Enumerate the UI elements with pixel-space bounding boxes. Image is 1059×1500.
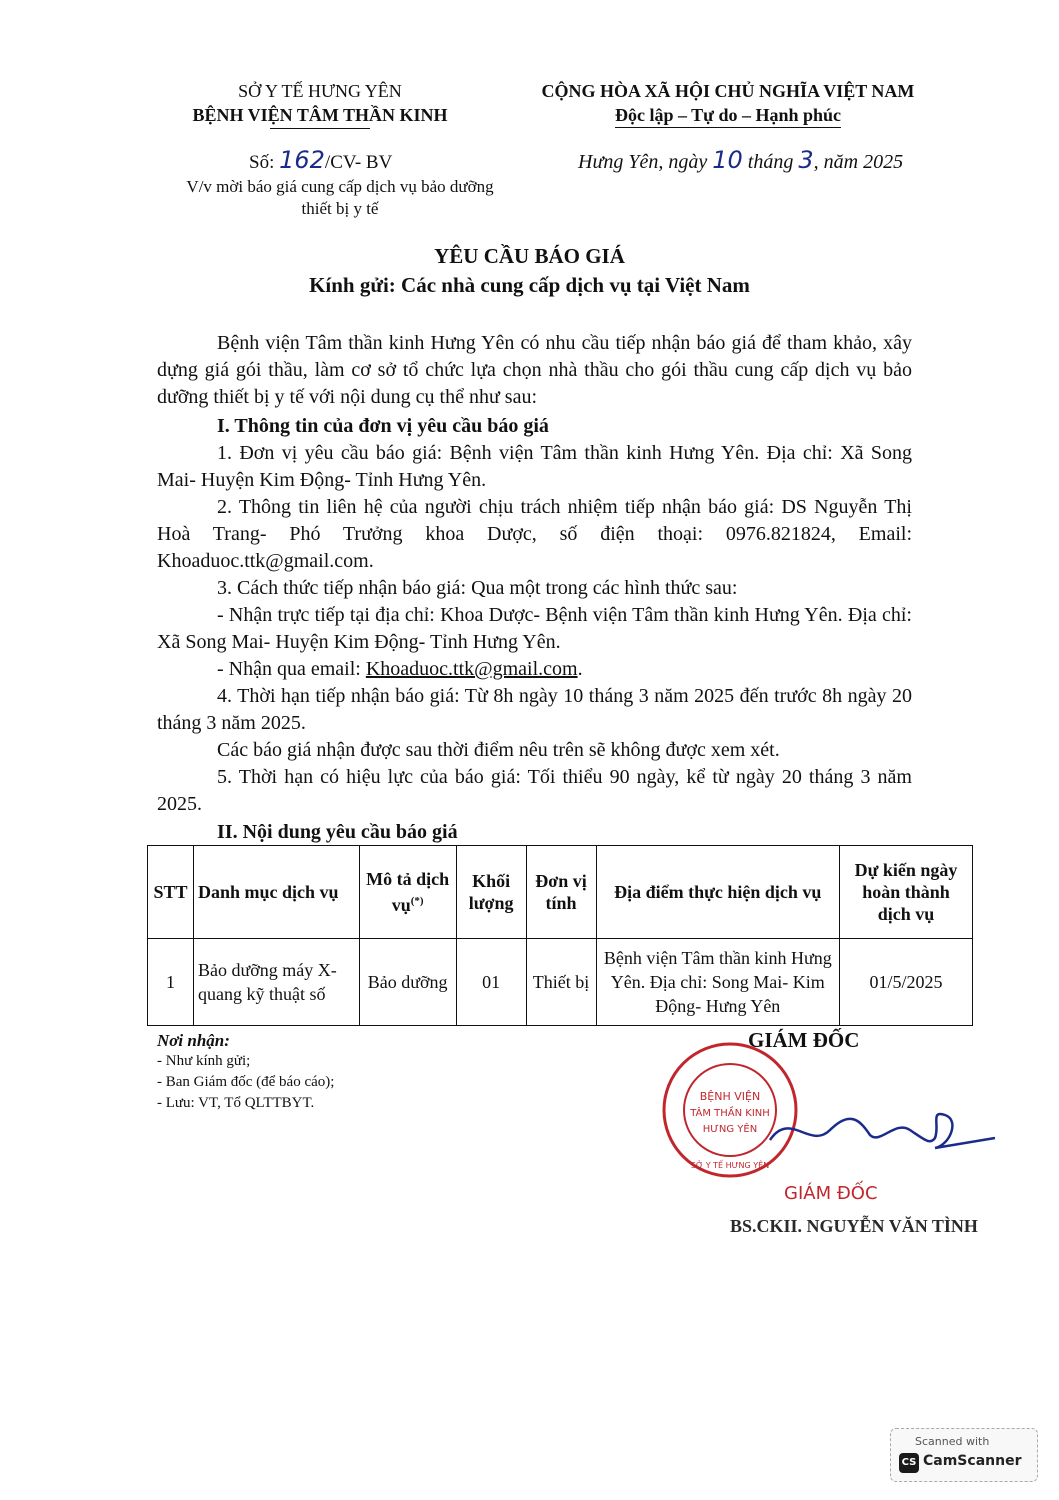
recipient-item: - Như kính gửi; [157,1053,251,1069]
cell-qty: 01 [456,939,526,1026]
section2-heading: II. Nội dung yêu cầu báo giá [217,821,458,843]
recipients-title: Nơi nhận: [157,1031,230,1050]
addressee: Kính gửi: Các nhà cung cấp dịch vụ tại Việt Nam [309,273,750,297]
stamp-line2: TÂM THẦN KINH [690,1108,770,1119]
section1-item3: 3. Cách thức tiếp nhận báo giá: Qua một trong các hình thức sau: [217,577,738,599]
section1-item3a: - Nhận trực tiếp tại địa chỉ: Khoa Dược- Bệnh viện Tâm thần kinh Hưng Yên. Địa chỉ: Xã Song Mai- Huyện Kim Động- Tỉnh Hưng Yên. [157,604,912,653]
stamp-ring-text: SỞ Y TẾ HƯNG YÊN [690,1161,770,1170]
number-suffix: /CV- BV [324,152,393,173]
email-label: - Nhận qua email: [217,658,366,680]
intro-paragraph: Bệnh viện Tâm thần kinh Hưng Yên có nhu cầu tiếp nhận báo giá để tham khảo, xây dựng giá gói thầu, làm cơ sở tổ chức lựa chọn nhà thầu cho gói thầu cung cấp dịch vụ bảo dưỡng thiết bị y tế với nội dung cụ thể như sau: [157,332,912,408]
motto: Độc lập – Tự do – Hạnh phúc [615,103,841,128]
stamp-line1: BỆNH VIỆN [699,1090,761,1103]
signature-scribble [760,1100,1000,1160]
header-left [150,79,490,129]
date-month: 3 [798,146,814,174]
request-table [147,845,973,1026]
date-year: , năm 2025 [813,151,904,173]
watermark-line2: CamScanner [923,1453,1022,1469]
cell-eta: 01/5/2025 [840,939,973,1026]
section1-item4-note: Các báo giá nhận được sau thời điểm nêu trên sẽ không được xem xét. [217,739,780,761]
section1-item3b [157,656,912,683]
camscanner-badge [890,1428,1038,1482]
page-title: YÊU CẦU BÁO GIÁ [434,244,625,268]
section1-heading: I. Thông tin của đơn vị yêu cầu báo giá [217,415,549,437]
stamp-line3: HƯNG YÊN [702,1124,758,1135]
director-stamp-title: GIÁM ĐỐC [784,1183,878,1204]
section1-item4: 4. Thời hạn tiếp nhận báo giá: Từ 8h ngày 10 tháng 3 năm 2025 đến trước 8h ngày 20 tháng 3 năm 2025. [157,685,912,734]
director-title: GIÁM ĐỐC [748,1028,860,1052]
col-unit: Đơn vị tính [526,846,596,939]
watermark-line1: Scanned with [915,1435,990,1448]
camscanner-logo-icon: CS [899,1453,919,1473]
subject-line2: thiết bị y tế [301,199,379,218]
subject [140,176,540,220]
col-desc [359,846,456,939]
col-place: Địa điểm thực hiện dịch vụ [596,846,840,939]
date-line [578,146,903,174]
recipient-item: - Lưu: VT, Tổ QLTTBYT. [157,1095,315,1111]
table-row [148,939,973,1026]
section1-item1: 1. Đơn vị yêu cầu báo giá: Bệnh viện Tâm thần kinh Hưng Yên. Địa chỉ: Xã Song Mai- Huyện Kim Động- Tỉnh Hưng Yên. [157,442,912,491]
col-eta: Dự kiến ngày hoàn thành dịch vụ [840,846,973,939]
header-left-divider [270,128,370,129]
col-desc-label: Mô tả dịch vụ [366,869,450,915]
section1-item5: 5. Thời hạn có hiệu lực của báo giá: Tối thiểu 90 ngày, kể từ ngày 20 tháng 3 năm 2025. [157,766,912,815]
recipients [157,1030,334,1114]
header-right [500,79,956,128]
country-name: CỘNG HÒA XÃ HỘI CHỦ NGHĨA VIỆT NAM [541,81,915,101]
section1-item2: 2. Thông tin liên hệ của người chịu trách nhiệm tiếp nhận báo giá: DS Nguyễn Thị Hoà Trang- Phó Trưởng khoa Dược, số điện thoại: 0976.821824, Email: Khoaduoc.ttk@gmail.com. [157,496,912,572]
number-handwritten: 162 [279,146,325,174]
document-number [249,146,392,174]
department-name: SỞ Y TẾ HƯNG YÊN [238,81,402,101]
cell-service: Bảo dưỡng máy X-quang kỹ thuật số [193,939,359,1026]
date-month-label: tháng [747,151,794,173]
email-link[interactable]: Khoaduoc.ttk@gmail.com [365,658,578,680]
subject-line1: V/v mời báo giá cung cấp dịch vụ bảo dưỡng [186,177,494,196]
date-place: Hưng Yên, ngày [578,151,708,173]
cell-unit: Thiết bị [526,939,596,1026]
col-desc-sup: (*) [410,895,424,907]
email-suffix: . [577,658,583,680]
table-header-row [148,846,973,939]
col-service: Danh mục dịch vụ [193,846,359,939]
director-name: BS.CKII. NGUYỄN VĂN TÌNH [730,1216,978,1236]
col-stt: STT [148,846,194,939]
cell-place: Bệnh viện Tâm thần kinh Hưng Yên. Địa chỉ: Song Mai- Kim Động- Hưng Yên [596,939,840,1026]
date-day: 10 [712,146,743,174]
hospital-name: BỆNH VIỆN TÂM THẦN KINH [192,105,448,125]
recipient-item: - Ban Giám đốc (để báo cáo); [157,1074,335,1090]
col-qty: Khối lượng [456,846,526,939]
cell-stt: 1 [148,939,194,1026]
cell-desc: Bảo dưỡng [359,939,456,1026]
number-prefix: Số: [249,152,275,173]
